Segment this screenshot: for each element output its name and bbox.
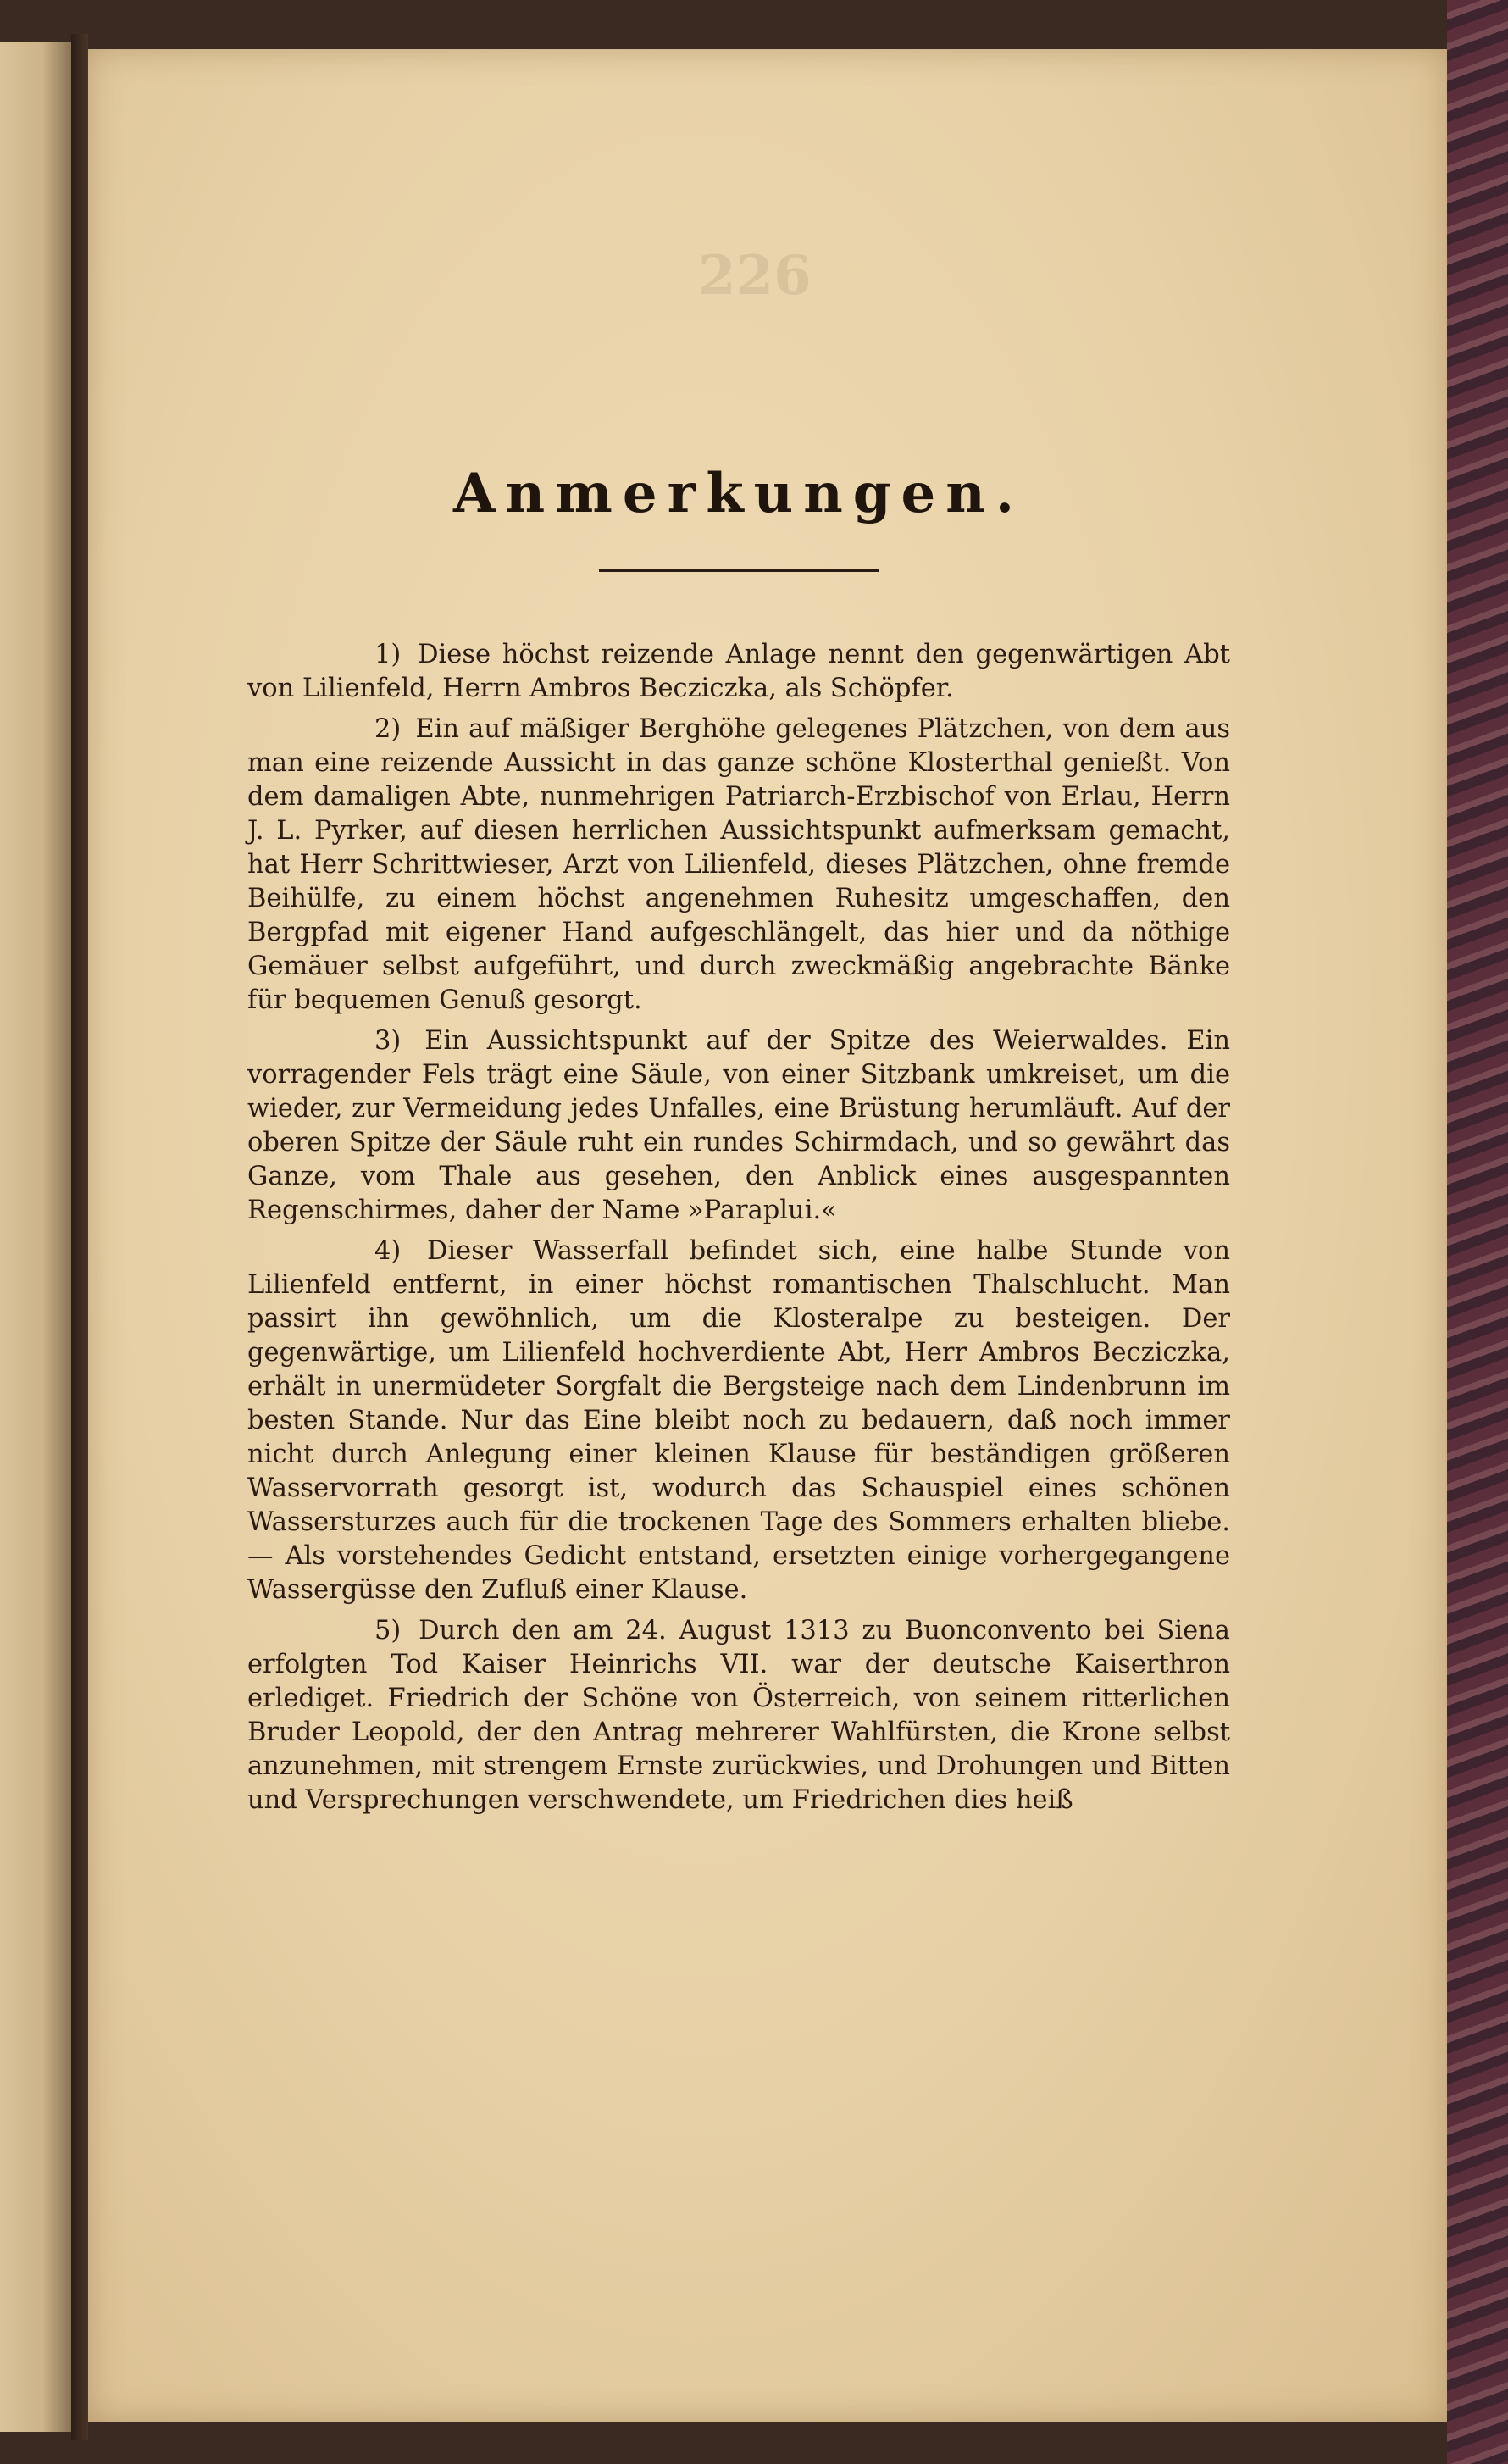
note-number: 1) xyxy=(374,640,402,669)
note-text: Dieser Wasserfall befindet sich, eine halbe Stunde von Lilienfeld entfernt, in einer höchst romantischen Thalschlucht. Man passirt ihn gewöhnlich, um die Klosteralpe zu besteigen. Der gegenwärtige, um Lilienfeld hochverdiente Abt, Herr Ambros Becziczka, erhält in unermüdeter Sorgfalt die Bergsteige nach dem Lindenbrunn im besten Stande. Nur das Eine bleibt noch zu bedauern, daß noch immer nicht durch Anlegung einer kleinen Klause für beständigen größeren Wasservorrath gesorgt ist, wodurch das Schauspiel eines schönen Wassersturzes auch für die trockenen Tage des Sommers erhalten bliebe. — Als vorstehendes Gedicht entstand, ersetzten einige vorhergegangene Wassergüsse den Zufluß einer Klause. xyxy=(247,1236,1230,1605)
note-text: Diese höchst reizende Anlage nennt den gegenwärtigen Abt von Lilienfeld, Herrn Ambros Becziczka, als Schöpfer. xyxy=(247,640,1230,703)
page-content xyxy=(247,462,1230,1824)
book-gutter xyxy=(71,34,88,2440)
bleed-through-page-number: 226 xyxy=(698,244,812,308)
note-text: Ein auf mäßiger Berghöhe gelegenes Plätzchen, von dem aus man eine reizende Aussicht in das ganze schöne Klosterthal genießt. Von dem damaligen Abte, nunmehrigen Patriarch-Erzbischof von Erlau, Herrn J. L. Pyrker, auf diesen herrlichen Aussichtspunkt aufmerksam gemacht, hat Herr Schrittwieser, Arzt von Lilienfeld, dieses Plätzchen, ohne fremde Beihülfe, zu einem höchst angenehmen Ruhesitz umgeschaffen, den Bergpfad mit eigener Hand aufgeschlängelt, das hier und da nöthige Gemäuer selbst aufgeführt, und durch zweckmäßig angebrachte Bänke für bequemen Genuß gesorgt. xyxy=(247,714,1230,1015)
note-number: 5) xyxy=(374,1616,402,1645)
note-number: 3) xyxy=(374,1026,402,1056)
page-title: Anmerkungen. xyxy=(452,462,1025,525)
note-4 xyxy=(247,1235,1230,1607)
note-number: 2) xyxy=(374,714,402,744)
note-3 xyxy=(247,1024,1230,1228)
note-2 xyxy=(247,713,1230,1018)
title-divider xyxy=(599,569,879,572)
note-text: Durch den am 24. August 1313 zu Buonconvento bei Siena erfolgten Tod Kaiser Heinrichs VII. war der deutsche Kaiserthron erlediget. Friedrich der Schöne von Österreich, von seinem ritterlichen Bruder Leopold, der den Antrag mehrerer Wahlfürsten, die Krone selbst anzunehmen, mit strengem Ernste zurückwies, und Drohungen und Bitten und Versprechungen verschwendete, um Friedrichen dies heiß xyxy=(247,1616,1230,1815)
facing-page-edge xyxy=(0,42,73,2432)
book-cover-edge xyxy=(1447,0,1508,2464)
note-1 xyxy=(247,638,1230,706)
note-number: 4) xyxy=(374,1236,402,1266)
note-5 xyxy=(247,1614,1230,1817)
note-text: Ein Aussichtspunkt auf der Spitze des Weierwaldes. Ein vorragender Fels trägt eine Säule, von einer Sitzbank umkreiset, um die wieder, zur Vermeidung jedes Unfalles, eine Brüstung herumläuft. Auf der oberen Spitze der Säule ruht ein rundes Schirmdach, und so gewährt das Ganze, vom Thale aus gesehen, den Anblick eines ausgespannten Regenschirmes, daher der Name »Paraplui.« xyxy=(247,1026,1230,1225)
